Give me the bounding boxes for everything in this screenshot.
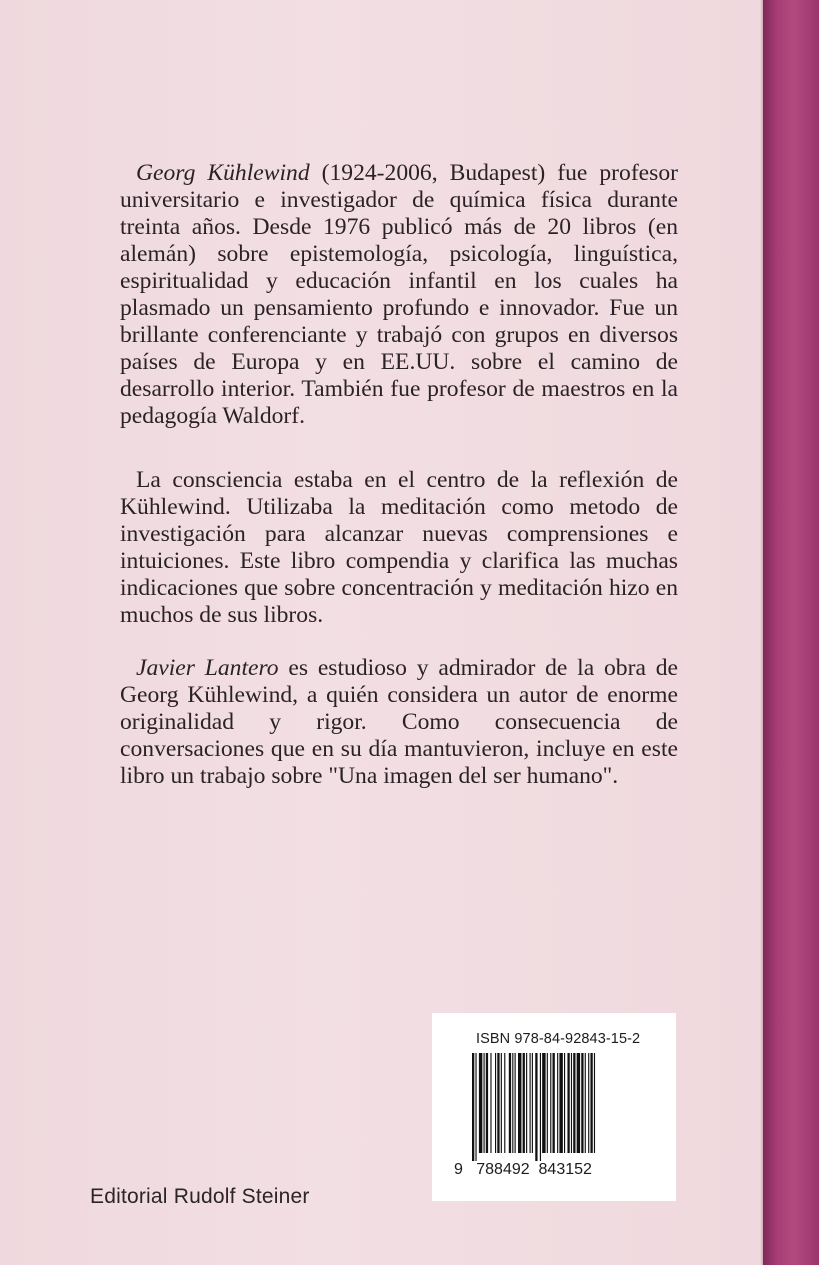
- barcode-bar: [573, 1053, 575, 1153]
- barcode-digit-first: 9: [454, 1161, 463, 1178]
- barcode-digits-right: 843152: [538, 1161, 592, 1178]
- barcode-digits: [454, 1161, 592, 1179]
- book-description-paragraph: [120, 467, 678, 629]
- barcode-image: [470, 1053, 642, 1161]
- barcode-bar: [559, 1053, 562, 1153]
- barcode-bar: [530, 1053, 531, 1153]
- barcode-bar: [571, 1053, 572, 1153]
- barcode-bar: [523, 1053, 525, 1153]
- isbn-text: ISBN 978-84-92843-15-2: [476, 1031, 641, 1047]
- author-bio-text: (1924-2006, Budapest) fue profesor universitario e investigador de química física durante treinta años. Desde 1976 publicó más de 20 libros (en alemán) sobre epistemología, psicología, linguística, espiritualidad y educación infantil en los cuales ha plasmado un pensamiento profundo e innovador. Fue un brillante conferenciante y trabajó con grupos en diversos países de Europa y en EE.UU. sobre el camino de desarrollo interior. También fue profesor de maestros en la pedagogía Waldorf.: [120, 160, 678, 429]
- coauthor-bio-text: es estudioso y admirador de la obra de Georg Kühlewind, a quién considera un autor de enorme originalidad y rigor. Como consecuencia de conversaciones que en su día mantuvieron, incluye en este libro un trabajo sobre "Una imagen del ser humano".: [120, 655, 678, 789]
- author-bio-paragraph: [120, 160, 678, 430]
- barcode-bar: [553, 1053, 555, 1153]
- barcode-digits-left: 788492: [476, 1161, 530, 1178]
- author-name: Georg Kühlewind: [136, 160, 310, 186]
- barcode-bar: [535, 1053, 537, 1161]
- barcode-label: [432, 1013, 676, 1201]
- barcode-bar: [577, 1053, 580, 1153]
- barcode-bar: [515, 1053, 516, 1153]
- barcode-bar: [542, 1053, 545, 1153]
- barcode-bar: [512, 1053, 513, 1153]
- barcode-bar: [484, 1053, 485, 1153]
- barcode-bar: [590, 1053, 592, 1153]
- barcode-bar: [479, 1053, 482, 1153]
- barcode-bar: [504, 1053, 505, 1153]
- barcode-bar: [532, 1053, 533, 1153]
- barcode-bar: [550, 1053, 551, 1153]
- barcode-bar: [497, 1053, 499, 1153]
- barcode-bar: [557, 1053, 558, 1153]
- coauthor-name: Javier Lantero: [136, 655, 279, 681]
- barcode-bar: [472, 1053, 474, 1161]
- barcode-bar: [567, 1053, 569, 1153]
- barcode-bar: [495, 1053, 496, 1153]
- barcode-bar: [475, 1053, 476, 1161]
- barcode-bar: [585, 1053, 586, 1153]
- barcode-bar: [581, 1053, 583, 1153]
- barcode-bar: [588, 1053, 589, 1153]
- book-description-text: La consciencia estaba en el centro de la reflexión de Kühlewind. Utilizaba la meditación como metodo de investigación para alcanzar nuevas comprensiones e intuiciones. Este libro compendia y clarifica las muchas indicaciones que sobre concentración y meditación hizo en muchos de sus libros.: [120, 467, 678, 628]
- publisher-name: Editorial Rudolf Steiner: [90, 1185, 310, 1208]
- barcode-bar: [509, 1053, 511, 1153]
- barcode-bar: [486, 1053, 488, 1153]
- barcode-bar: [490, 1053, 491, 1153]
- barcode-bar: [564, 1053, 565, 1153]
- barcode-bar: [526, 1053, 527, 1153]
- barcode-bar: [501, 1053, 502, 1153]
- barcode-bar: [518, 1053, 521, 1153]
- coauthor-bio-paragraph: [120, 655, 678, 790]
- barcode-bar: [547, 1053, 548, 1153]
- book-spine: [763, 0, 819, 1265]
- barcode-bar: [540, 1053, 541, 1161]
- barcode-bar: [594, 1053, 595, 1153]
